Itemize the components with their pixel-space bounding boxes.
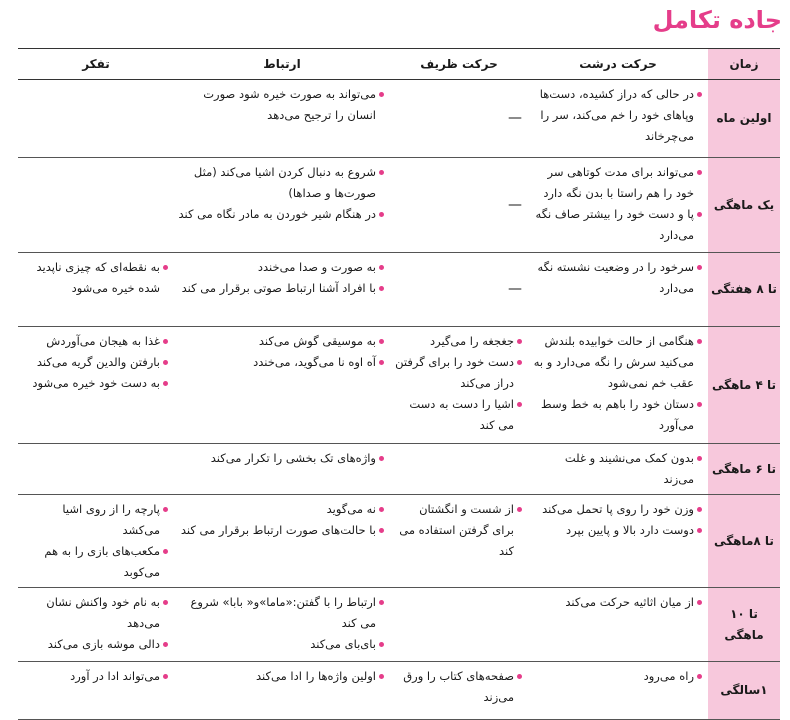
development-table [18,48,780,720]
communication-cell [174,158,390,253]
fine-motor-list [394,331,522,436]
fine-motor-cell [390,495,528,588]
header-thinking: تفکر [18,49,174,80]
gross-motor-cell [528,495,708,588]
time-cell: تا ۱۰ ماهگی [708,588,780,662]
list-item: به موسیقی گوش می‌کند [178,331,384,352]
header-time: زمان [708,49,780,80]
fine-motor-cell [390,444,528,495]
list-item: واژه‌های تک بخشی را تکرار می‌کند [178,448,384,469]
gross-motor-list [532,666,702,687]
table-row [18,444,780,495]
time-cell: یک ماهگی [708,158,780,253]
list-item: بای‌بای می‌کند [178,634,384,655]
time-cell: تا ۶ ماهگی [708,444,780,495]
list-item: اولین واژه‌ها را ادا می‌کند [178,666,384,687]
gross-motor-list [532,84,702,147]
table-row [18,588,780,662]
communication-cell [174,588,390,662]
header-gross-motor: حرکت درشت [528,49,708,80]
thinking-list [22,499,168,583]
list-item: سرخود را در وضعیت نشسته نگه می‌دارد [532,257,702,299]
table-row [18,495,780,588]
table-row [18,327,780,444]
thinking-cell [18,158,174,253]
list-item: با حالت‌های صورت ارتباط برقرار می کند [178,520,384,541]
list-item: با افراد آشنا ارتباط صوتی برقرار می کند [178,278,384,299]
thinking-cell [18,444,174,495]
table-row [18,158,780,253]
fine-motor-cell [390,327,528,444]
gross-motor-list [532,448,702,490]
table-body [18,80,780,720]
list-item: می‌تواند ادا در آورد [22,666,168,687]
communication-list [178,331,384,373]
list-item: نه می‌گوید [178,499,384,520]
list-item: دست خود را برای گرفتن دراز می‌کند [394,352,522,394]
list-item: غذا به هیجان می‌آوردش [22,331,168,352]
thinking-cell [18,327,174,444]
list-item: به نام خود واکنش نشان می‌دهد [22,592,168,634]
gross-motor-cell [528,253,708,327]
table-row [18,80,780,158]
page-title: جاده تکامل [652,6,782,34]
list-item: از میان اثاثیه حرکت می‌کند [532,592,702,613]
communication-list [178,84,384,126]
communication-cell [174,253,390,327]
communication-list [178,448,384,469]
fine-motor-empty-dash: — [390,80,528,158]
list-item: راه می‌رود [532,666,702,687]
list-item: پا و دست خود را بیشتر صاف نگه می‌دارد [532,204,702,246]
time-cell: تا ۴ ماهگی [708,327,780,444]
header-row [18,49,780,80]
list-item: می‌تواند به صورت خیره شود صورت انسان را ترجیح می‌دهد [178,84,384,126]
fine-motor-cell [390,588,528,662]
gross-motor-cell [528,444,708,495]
thinking-cell [18,495,174,588]
communication-cell [174,495,390,588]
time-cell: ۱سالگی [708,662,780,720]
thinking-list [22,257,168,299]
fine-motor-list [394,499,522,562]
fine-motor-empty-dash: — [390,253,528,327]
list-item: وزن خود را روی پا تحمل می‌کند [532,499,702,520]
list-item: بدون کمک می‌نشیند و غلت می‌زند [532,448,702,490]
gross-motor-list [532,592,702,613]
thinking-cell [18,588,174,662]
gross-motor-list [532,257,702,299]
header-fine-motor: حرکت ظریف [390,49,528,80]
header-communication: ارتباط [174,49,390,80]
list-item: جغجغه را می‌گیرد [394,331,522,352]
thinking-list [22,666,168,687]
table-row [18,253,780,327]
thinking-list [22,331,168,394]
gross-motor-cell [528,588,708,662]
list-item: شروع به دنبال کردن اشیا می‌کند (مثل صورت‌ها و صداها) [178,162,384,204]
time-cell: تا ۸ماهگی [708,495,780,588]
thinking-cell [18,253,174,327]
list-item: ارتباط را با گفتن:«ماما»و« بابا» شروع می کند [178,592,384,634]
communication-cell [174,327,390,444]
list-item: دوست دارد بالا و پایین بپرد [532,520,702,541]
communication-list [178,257,384,299]
list-item: اشیا را دست به دست می کند [394,394,522,436]
gross-motor-cell [528,327,708,444]
thinking-cell [18,80,174,158]
list-item: به نقطه‌ای که چیزی ناپدید شده خیره می‌شود [22,257,168,299]
list-item: به دست خود خیره می‌شود [22,373,168,394]
thinking-list [22,592,168,655]
fine-motor-empty-dash: — [390,158,528,253]
list-item: دستان خود را باهم به خط وسط می‌آورد [532,394,702,436]
communication-list [178,162,384,225]
communication-list [178,592,384,655]
communication-list [178,499,384,541]
gross-motor-list [532,499,702,541]
communication-list [178,666,384,687]
list-item: صفحه‌های کتاب را ورق می‌زند [394,666,522,708]
list-item: آه اوه نا می‌گوید، می‌خندد [178,352,384,373]
time-cell: اولین ماه [708,80,780,158]
list-item: از شست و انگشتان برای گرفتن استفاده می کند [394,499,522,562]
gross-motor-list [532,331,702,436]
list-item: مکعب‌های بازی را به هم می‌کوبد [22,541,168,583]
communication-cell [174,444,390,495]
gross-motor-cell [528,80,708,158]
gross-motor-list [532,162,702,246]
list-item: در حالی که دراز کشیده، دست‌ها وپاهای خود را خم می‌کند، سر را می‌چرخاند [532,84,702,147]
list-item: هنگامی از حالت خوابیده بلندش می‌کنید سرش را نگه می‌دارد و به عقب خم نمی‌شود [532,331,702,394]
fine-motor-list [394,666,522,708]
time-cell: تا ۸ هفتگی [708,253,780,327]
list-item: بارفتن والدین گریه می‌کند [22,352,168,373]
gross-motor-cell [528,158,708,253]
list-item: پارچه را از روی اشیا می‌کشد [22,499,168,541]
list-item: در هنگام شیر خوردن به مادر نگاه می کند [178,204,384,225]
list-item: می‌تواند برای مدت کوتاهی سر خود را هم راستا با بدن نگه دارد [532,162,702,204]
list-item: به صورت و صدا می‌خندد [178,257,384,278]
communication-cell [174,80,390,158]
list-item: دالی موشه بازی می‌کند [22,634,168,655]
